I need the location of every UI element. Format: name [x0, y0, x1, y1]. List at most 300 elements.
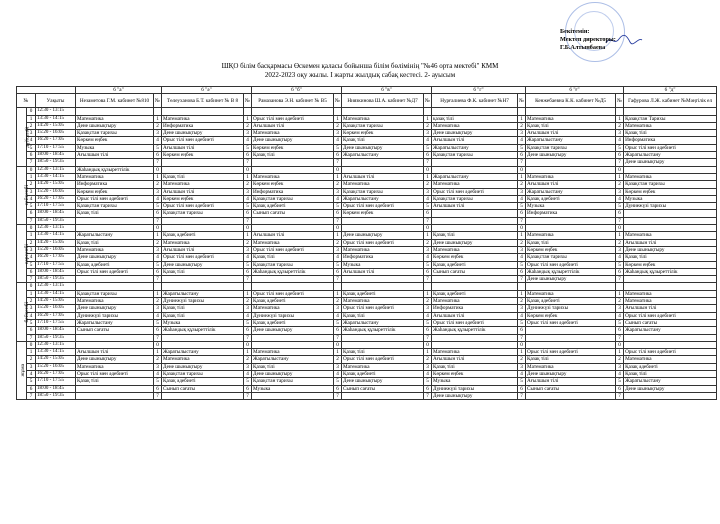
subject-cell: Орыс тілі мен әдебиеті	[342, 203, 424, 210]
next-lesson-number: 4	[616, 137, 624, 144]
subject-cell	[624, 210, 717, 217]
next-lesson-number: 1	[334, 232, 342, 239]
subject-cell: Дене шынықтыру	[76, 356, 154, 363]
lesson-number: 4	[27, 137, 36, 144]
table-row	[17, 144, 717, 151]
next-lesson-number: 7	[616, 334, 624, 341]
subject-cell: Қазақ тілі	[526, 239, 616, 246]
subject-cell: Дене шынықтыру	[162, 261, 244, 268]
lesson-time: 12:30 - 13:15	[36, 341, 76, 348]
subject-cell: Математика	[526, 232, 616, 239]
subject-cell: Қазақстан тарихы	[432, 195, 518, 202]
subject-cell: Дене шынықтыру	[526, 276, 616, 283]
subject-cell: Информатика	[252, 188, 334, 195]
next-lesson-number: 1	[518, 173, 526, 180]
subject-cell: Дене шынықтыру	[432, 239, 518, 246]
subject-cell: Математика	[624, 173, 717, 180]
lesson-time: 14:20 - 15:05	[36, 181, 76, 188]
lesson-number: 6	[27, 210, 36, 217]
subject-cell	[162, 283, 244, 290]
subject-cell: Математика	[624, 298, 717, 305]
subject-cell: Сынып сағаты	[76, 327, 154, 334]
next-lesson-number: 2	[518, 239, 526, 246]
table-row	[17, 254, 717, 261]
next-lesson-number: 7	[154, 276, 162, 283]
subject-cell: Дене шынықтыру	[76, 254, 154, 261]
lesson-no-header: №	[518, 94, 526, 108]
subject-cell: Қазақ әдебиеті	[162, 232, 244, 239]
next-lesson-number: 0	[244, 341, 252, 348]
subject-cell	[162, 225, 244, 232]
next-lesson-number: 4	[334, 195, 342, 202]
subject-cell: Математика	[432, 349, 518, 356]
subject-cell: Математика	[162, 356, 244, 363]
subject-cell: Дене шынықтыру	[162, 363, 244, 370]
subject-cell: Сынып сағаты	[526, 385, 616, 392]
lesson-number: 2	[27, 122, 36, 129]
teacher-header: Нурғалиева Ф.К. кабинет №Н7	[432, 94, 518, 108]
subject-cell	[624, 276, 717, 283]
next-lesson-number: 3	[616, 130, 624, 137]
next-lesson-number: 1	[518, 232, 526, 239]
header-row-teachers	[17, 94, 717, 108]
next-lesson-number: 3	[244, 363, 252, 370]
subject-cell: Музыка	[432, 378, 518, 385]
lesson-time: 18:00 - 18:45	[36, 210, 76, 217]
subject-cell: Математика	[162, 239, 244, 246]
subject-cell: Орыс тілі мен әдебиеті	[624, 312, 717, 319]
subject-cell	[76, 341, 154, 348]
next-lesson-number: 3	[518, 130, 526, 137]
subject-cell	[624, 334, 717, 341]
table-row	[17, 327, 717, 334]
next-lesson-number: 0	[424, 225, 432, 232]
lesson-time: 17:10 - 17:55	[36, 144, 76, 151]
subject-cell	[526, 334, 616, 341]
class-name-header: 6 "г"	[432, 87, 526, 94]
lesson-number: 4	[27, 254, 36, 261]
next-lesson-number: 0	[424, 166, 432, 173]
subject-cell: Дене шынықтыру	[342, 232, 424, 239]
lesson-number: 4	[27, 195, 36, 202]
subject-cell	[624, 341, 717, 348]
class-name-header: 6 "в"	[342, 87, 432, 94]
approval-line-1: Бекітемін:	[560, 28, 590, 35]
subject-cell: Қазақстан тарихы	[76, 290, 154, 297]
next-lesson-number: 0	[154, 225, 162, 232]
lesson-time: 14:20 - 15:05	[36, 298, 76, 305]
subject-cell	[76, 108, 154, 115]
next-lesson-number: 4	[154, 137, 162, 144]
subject-cell	[624, 217, 717, 224]
lesson-time: 16:20 - 17:05	[36, 312, 76, 319]
day-name: сәрсенбі	[23, 243, 30, 264]
lesson-number: 0	[27, 225, 36, 232]
lesson-number: 5	[27, 319, 36, 326]
subject-cell: Қазақ тілі	[76, 378, 154, 385]
table-row	[17, 159, 717, 166]
approval-block	[560, 28, 616, 52]
subject-cell: Қазақ тілі	[624, 130, 717, 137]
subject-cell: Математика	[76, 363, 154, 370]
subject-cell: Көркем еңбек	[76, 188, 154, 195]
subject-cell: Жаратылыстану	[526, 137, 616, 144]
next-lesson-number: 6	[244, 385, 252, 392]
subject-cell: Орыс тілі мен әдебиеті	[432, 188, 518, 195]
subject-cell	[252, 283, 334, 290]
table-row	[17, 122, 717, 129]
next-lesson-number: 6	[244, 327, 252, 334]
next-lesson-number: 2	[244, 122, 252, 129]
subject-cell	[76, 283, 154, 290]
subject-cell: Дүниежүзі тарихы	[624, 203, 717, 210]
next-lesson-number: 1	[154, 349, 162, 356]
next-lesson-number: 0	[154, 166, 162, 173]
subject-cell: Қазақ тілі	[432, 363, 518, 370]
next-lesson-number	[518, 108, 526, 115]
next-lesson-number: 5	[154, 261, 162, 268]
next-lesson-number: 7	[154, 334, 162, 341]
subject-cell	[342, 108, 424, 115]
subject-cell: Ағылшын тілі	[162, 188, 244, 195]
subject-cell: Қазақстан тарихы	[252, 378, 334, 385]
next-lesson-number: 4	[244, 370, 252, 377]
subject-cell: Орыс тілі мен әдебиеті	[252, 115, 334, 122]
next-lesson-number: 5	[424, 203, 432, 210]
subject-cell	[624, 108, 717, 115]
next-lesson-number: 4	[616, 312, 624, 319]
next-lesson-number: 0	[424, 341, 432, 348]
teacher-header: Незаметова Г.М. кабинет №810	[76, 94, 154, 108]
subject-cell: Ағылшын тілі	[526, 378, 616, 385]
subject-cell: Сынып сағаты	[342, 385, 424, 392]
subject-cell: Дене шынықтыру	[252, 327, 334, 334]
subject-cell: Орыс тілі мен әдебиеті	[162, 254, 244, 261]
next-lesson-number: 7	[518, 159, 526, 166]
next-lesson-number: 1	[424, 232, 432, 239]
lesson-time: 13:30 - 14:15	[36, 349, 76, 356]
next-lesson-number: 5	[244, 261, 252, 268]
subject-cell	[432, 217, 518, 224]
table-row	[17, 319, 717, 326]
next-lesson-number: 7	[334, 217, 342, 224]
subject-cell: Музыка	[162, 319, 244, 326]
lesson-number: 3	[27, 363, 36, 370]
next-lesson-number: 6	[154, 152, 162, 159]
next-lesson-number: 0	[518, 341, 526, 348]
subject-cell: Қазақ әдебиеті	[624, 363, 717, 370]
lesson-number: 1	[27, 290, 36, 297]
next-lesson-number: 2	[518, 356, 526, 363]
teacher-header: Гафурова Л.Ж. кабинет №Мәңгілік ел	[624, 94, 717, 108]
subject-cell	[162, 392, 244, 399]
lesson-number: 7	[27, 276, 36, 283]
next-lesson-number: 3	[424, 363, 432, 370]
subject-cell: Математика	[162, 115, 244, 122]
table-row	[17, 341, 717, 348]
subject-cell	[526, 327, 616, 334]
next-lesson-number: 4	[154, 312, 162, 319]
next-lesson-number: 5	[244, 144, 252, 151]
table-row	[17, 232, 717, 239]
subject-cell: Дүниежүзі тарихы	[76, 312, 154, 319]
subject-cell: Дүниежүзі тарихы	[252, 312, 334, 319]
subject-cell	[162, 276, 244, 283]
subject-cell	[342, 217, 424, 224]
subject-cell: Жаһандық құзыреттілік	[162, 327, 244, 334]
next-lesson-number: 2	[424, 181, 432, 188]
next-lesson-number: 4	[244, 312, 252, 319]
lesson-time: 17:10 - 17:55	[36, 378, 76, 385]
lesson-time: 17:10 - 17:55	[36, 203, 76, 210]
lesson-number: 3	[27, 246, 36, 253]
next-lesson-number: 4	[244, 195, 252, 202]
subject-cell	[432, 225, 518, 232]
subject-cell: Қазақстан тарихы	[342, 122, 424, 129]
next-lesson-number: 0	[616, 225, 624, 232]
lesson-number: 2	[27, 181, 36, 188]
subject-cell: Орыс тілі мен әдебиеті	[526, 261, 616, 268]
next-lesson-number: 2	[518, 181, 526, 188]
subject-cell: Қазақ тілі	[342, 349, 424, 356]
subject-cell: Қазақ тілі	[432, 232, 518, 239]
next-lesson-number: 5	[518, 378, 526, 385]
next-lesson-number: 3	[154, 305, 162, 312]
subject-cell: Ағылшын тілі	[624, 305, 717, 312]
table-row	[17, 312, 717, 319]
lesson-number: 1	[27, 173, 36, 180]
subject-cell: Көркем еңбек	[342, 130, 424, 137]
subject-cell: Ағылшын тілі	[162, 144, 244, 151]
next-lesson-number: 1	[154, 232, 162, 239]
next-lesson-number: 1	[334, 349, 342, 356]
subject-cell: Дене шынықтыру	[624, 159, 717, 166]
next-lesson-number: 5	[424, 144, 432, 151]
next-lesson-number: 5	[154, 319, 162, 326]
lesson-number: 6	[27, 152, 36, 159]
subject-cell: Көркем еңбек	[432, 370, 518, 377]
next-lesson-number: 3	[334, 305, 342, 312]
lesson-number: 5	[27, 261, 36, 268]
subject-cell: Сынып сағаты	[624, 319, 717, 326]
subject-cell: Орыс тілі мен әдебиеті	[162, 203, 244, 210]
next-lesson-number: 3	[616, 363, 624, 370]
lesson-time: 15:20 - 16:05	[36, 246, 76, 253]
next-lesson-number: 2	[616, 298, 624, 305]
subject-cell	[76, 392, 154, 399]
subject-cell	[162, 334, 244, 341]
subject-cell	[342, 166, 424, 173]
lesson-time: 14:20 - 15:05	[36, 239, 76, 246]
subject-cell: Көркем еңбек	[76, 137, 154, 144]
table-row	[17, 217, 717, 224]
next-lesson-number: 0	[244, 166, 252, 173]
subject-cell	[162, 166, 244, 173]
next-lesson-number: 4	[616, 370, 624, 377]
lesson-time: 18:50 - 19:35	[36, 217, 76, 224]
next-lesson-number: 7	[244, 276, 252, 283]
subject-cell: Қазақ тілі	[162, 268, 244, 275]
next-lesson-number: 6	[154, 385, 162, 392]
subject-cell: Жаратылыстану	[342, 195, 424, 202]
subject-cell	[624, 392, 717, 399]
next-lesson-number: 4	[154, 370, 162, 377]
lesson-time: 15:20 - 16:05	[36, 188, 76, 195]
next-lesson-number: 2	[518, 298, 526, 305]
subject-cell	[252, 217, 334, 224]
subject-cell: Информатика	[76, 181, 154, 188]
subject-cell	[76, 385, 154, 392]
next-lesson-number: 2	[334, 181, 342, 188]
next-lesson-number: 6	[424, 268, 432, 275]
subject-cell: Жаратылыстану	[526, 188, 616, 195]
next-lesson-number: 6	[424, 152, 432, 159]
header-no: №	[17, 94, 36, 108]
next-lesson-number: 4	[518, 254, 526, 261]
subject-cell: Информатика	[624, 137, 717, 144]
next-lesson-number: 6	[616, 210, 624, 217]
lesson-time: 15:20 - 16:05	[36, 363, 76, 370]
subject-cell: Орыс тілі мен әдебиеті	[252, 246, 334, 253]
subject-cell: Қазақ әдебиеті	[432, 261, 518, 268]
next-lesson-number: 1	[244, 349, 252, 356]
subject-cell: Жаратылыстану	[252, 356, 334, 363]
lesson-no-header: №	[154, 94, 162, 108]
subject-cell: Орыс тілі мен әдебиеті	[432, 319, 518, 326]
next-lesson-number: 2	[424, 239, 432, 246]
subject-cell	[526, 108, 616, 115]
next-lesson-number: 5	[424, 319, 432, 326]
table-row	[17, 108, 717, 115]
approval-line-2: Мектеп директоры:	[560, 36, 616, 43]
next-lesson-number: 2	[244, 356, 252, 363]
subject-cell: Дене шынықтыру	[526, 152, 616, 159]
next-lesson-number: 2	[244, 298, 252, 305]
subject-cell: Математика	[432, 122, 518, 129]
subject-cell: Орыс тілі мен әдебиеті	[624, 349, 717, 356]
subject-cell: Қазақ тілі	[342, 312, 424, 319]
subject-cell: Дене шынықтыру	[252, 370, 334, 377]
next-lesson-number: 7	[154, 392, 162, 399]
next-lesson-number: 3	[244, 246, 252, 253]
lesson-number: 4	[27, 312, 36, 319]
next-lesson-number: 3	[244, 188, 252, 195]
subject-cell: Қазақстан тарихы	[252, 261, 334, 268]
subject-cell: Ағылшын тілі	[526, 130, 616, 137]
subject-cell: Ағылшын тілі	[432, 203, 518, 210]
next-lesson-number: 4	[334, 137, 342, 144]
next-lesson-number: 6	[616, 385, 624, 392]
lesson-time: 16:20 - 17:05	[36, 137, 76, 144]
next-lesson-number: 7	[334, 392, 342, 399]
subject-cell	[252, 159, 334, 166]
lesson-no-header: №	[244, 94, 252, 108]
day-name: дүйсенбі	[24, 126, 31, 148]
next-lesson-number: 5	[518, 144, 526, 151]
subject-cell	[162, 217, 244, 224]
lesson-number: 7	[27, 217, 36, 224]
next-lesson-number: 4	[424, 312, 432, 319]
table-row	[17, 173, 717, 180]
next-lesson-number: 4	[334, 254, 342, 261]
subject-cell	[76, 334, 154, 341]
day-label	[17, 283, 31, 341]
lesson-time: 14:20 - 15:05	[36, 122, 76, 129]
lesson-time: 18:00 - 18:45	[36, 327, 76, 334]
next-lesson-number: 2	[244, 239, 252, 246]
next-lesson-number: 4	[154, 254, 162, 261]
subject-cell: Көркем еңбек	[526, 312, 616, 319]
subject-cell: Орыс тілі мен әдебиеті	[162, 137, 244, 144]
next-lesson-number: 4	[154, 195, 162, 202]
next-lesson-number: 3	[424, 130, 432, 137]
next-lesson-number: 5	[334, 378, 342, 385]
next-lesson-number: 7	[244, 392, 252, 399]
next-lesson-number: 5	[518, 203, 526, 210]
teacher-header: Ниязкинова Ш.А. кабинет №Д7	[342, 94, 424, 108]
next-lesson-number: 4	[334, 312, 342, 319]
lesson-time: 18:50 - 19:35	[36, 334, 76, 341]
next-lesson-number: 5	[518, 319, 526, 326]
lesson-time: 12:30 - 13:15	[36, 283, 76, 290]
title-line-1: ШҚО білім басқармасы Өскемен қаласы бойынша білім бөлімінің "№46 орта мектебі" КММ	[221, 62, 499, 70]
next-lesson-number: 5	[518, 261, 526, 268]
subject-cell: Дене шынықтыру	[162, 130, 244, 137]
subject-cell: Қазақ әдебиеті	[526, 298, 616, 305]
next-lesson-number: 6	[244, 210, 252, 217]
next-lesson-number: 6	[334, 210, 342, 217]
lesson-time: 18:50 - 19:35	[36, 276, 76, 283]
lesson-time: 17:10 - 17:55	[36, 319, 76, 326]
next-lesson-number: 6	[424, 327, 432, 334]
next-lesson-number: 2	[616, 356, 624, 363]
next-lesson-number: 2	[334, 122, 342, 129]
next-lesson-number: 0	[154, 341, 162, 348]
subject-cell: Математика	[432, 298, 518, 305]
next-lesson-number: 7	[424, 217, 432, 224]
subject-cell: Дене шынықтыру	[432, 392, 518, 399]
subject-cell: Қазақ әдебиеті	[342, 370, 424, 377]
subject-cell: Сынып сағаты	[252, 210, 334, 217]
class-name-header: 6 "б"	[252, 87, 342, 94]
header-row-classes	[17, 87, 717, 94]
next-lesson-number: 3	[154, 246, 162, 253]
next-lesson-number	[424, 283, 432, 290]
header-corner	[17, 87, 76, 94]
next-lesson-number: 5	[616, 203, 624, 210]
subject-cell: Математика	[252, 305, 334, 312]
subject-cell: Қазақ тілі	[76, 210, 154, 217]
lesson-number: 1	[27, 115, 36, 122]
subject-cell: Ағылшын тілі	[76, 349, 154, 356]
lesson-number: 5	[27, 144, 36, 151]
next-lesson-number: 4	[518, 370, 526, 377]
subject-cell	[432, 334, 518, 341]
subject-cell	[526, 341, 616, 348]
next-lesson-number	[424, 108, 432, 115]
next-lesson-number: 2	[244, 181, 252, 188]
next-lesson-number: 5	[154, 144, 162, 151]
next-lesson-number	[334, 108, 342, 115]
next-lesson-number: 3	[154, 363, 162, 370]
subject-cell: Дүниежүзі тарихы	[432, 385, 518, 392]
subject-cell: Ағылшын тілі	[526, 181, 616, 188]
lesson-time: 13:30 - 14:15	[36, 232, 76, 239]
subject-cell: Қазақстан тарихы	[526, 144, 616, 151]
next-lesson-number: 0	[334, 166, 342, 173]
lesson-number: 6	[27, 385, 36, 392]
next-lesson-number: 5	[334, 144, 342, 151]
